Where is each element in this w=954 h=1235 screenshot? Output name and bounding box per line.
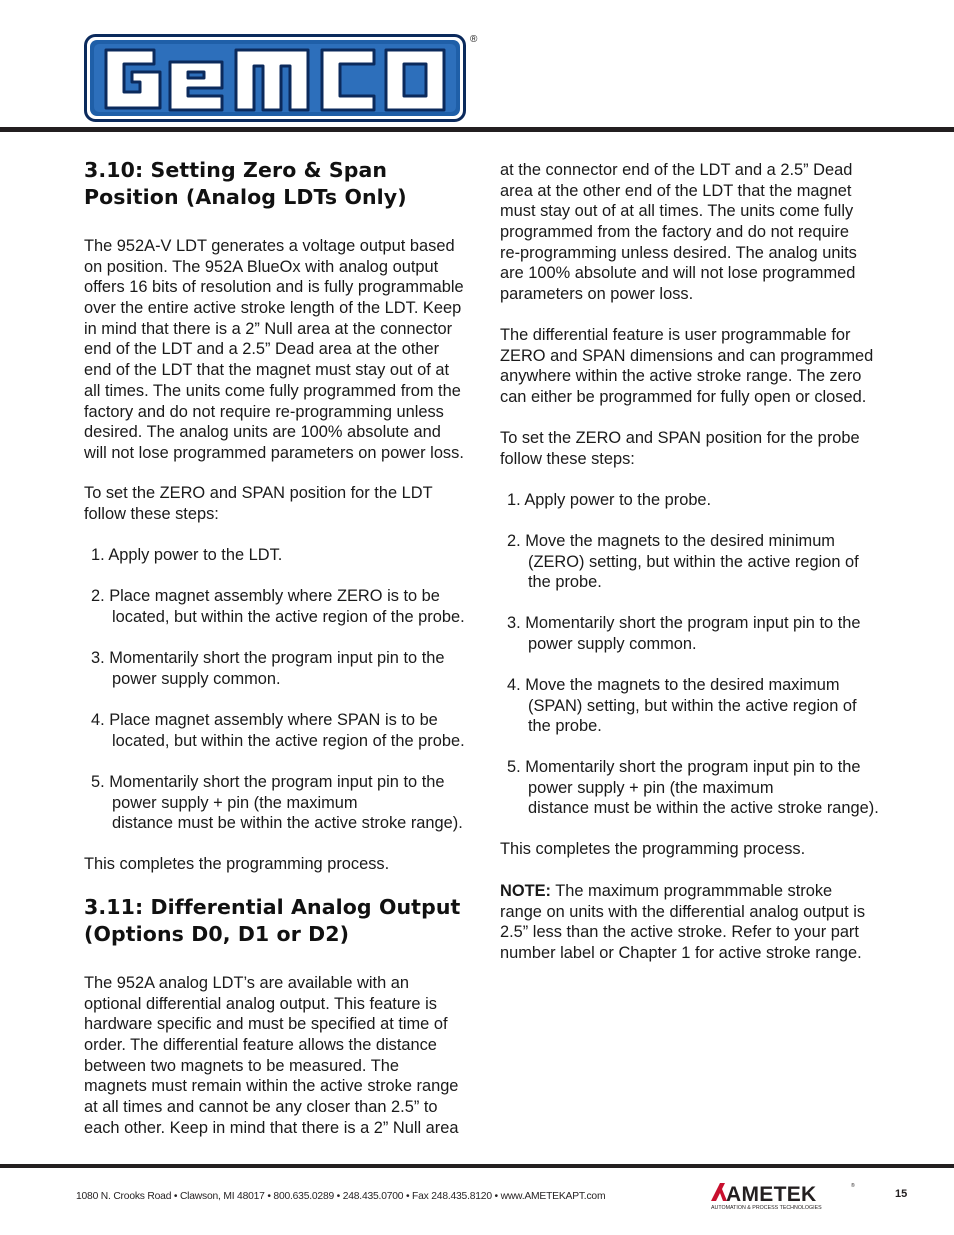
footer-rule [0, 1164, 954, 1168]
text-line: (SPAN) setting, but within the active region of [528, 696, 857, 715]
text-line: distance must be within the active stroke range). [528, 799, 879, 818]
step-item [91, 772, 463, 834]
heading-line: (Options D0, D1 or D2) [84, 922, 350, 946]
section-3-10-para2 [84, 483, 433, 524]
step-item [507, 757, 879, 819]
text-line: end of the LDT and a 2.5” Dead area at the other [84, 340, 440, 359]
text-line: 5. Momentarily short the program input pin to the [91, 773, 445, 791]
text-line: To set the ZERO and SPAN position for the LDT [84, 484, 433, 502]
note-block [500, 881, 865, 964]
section-3-10-para1 [84, 236, 464, 464]
ametek-registered-mark: ® [851, 1183, 855, 1189]
text-line: between two magnets to be measured. The [84, 1056, 399, 1075]
note-text: The maximum programmmable stroke [551, 882, 833, 900]
section-3-11-heading [84, 894, 460, 948]
text-line: follow these steps: [84, 504, 219, 523]
text-line: on position. The 952A BlueOx with analog output [84, 257, 439, 276]
section-3-11-para3 [500, 428, 860, 469]
text-line: end of the LDT that the magnet must stay out of at [84, 361, 450, 380]
text-line: range on units with the differential analog output is [500, 902, 866, 921]
section-3-10-completion: This completes the programming process. [84, 855, 390, 873]
text-line: 1. Apply power to the LDT. [91, 546, 283, 564]
heading-line: Position (Analog LDTs Only) [84, 185, 407, 209]
ametek-wordmark: AMETEK [726, 1183, 817, 1206]
text-line: in mind that there is a 2” Null area at the connector [84, 319, 453, 338]
text-line: each other. Keep in mind that there is a 2” Null area [84, 1118, 459, 1137]
text-line: will not lose programmed parameters on power loss. [84, 443, 464, 462]
text-line: optional differential analog output. This feature is [84, 994, 437, 1013]
page-number: 15 [895, 1188, 908, 1200]
ametek-tagline: AUTOMATION & PROCESS TECHNOLOGIES [711, 1205, 822, 1211]
text-line: The differential feature is user programmable for [500, 326, 851, 344]
ametek-a-mark [711, 1183, 727, 1201]
text-line: 4. Move the magnets to the desired maximum [507, 676, 840, 694]
text-line: follow these steps: [500, 449, 635, 468]
step-item [91, 648, 445, 689]
step-item [91, 710, 465, 751]
footer-address: 1080 N. Crooks Road • Clawson, MI 48017 • 800.635.0289 • 248.435.0700 • Fax 248.435.8120 • www.AMETEKAPT.com [76, 1191, 606, 1202]
step-item [507, 613, 861, 654]
step-item [507, 490, 711, 511]
text-line: hardware specific and must be specified at time of [84, 1015, 448, 1034]
text-line: 2. Move the magnets to the desired minimum [507, 532, 835, 550]
text-line: located, but within the active region of the probe. [112, 607, 465, 626]
section-3-11-completion: This completes the programming process. [500, 840, 806, 858]
text-line: 2.5” less than the active stroke. Refer to your part [500, 923, 859, 942]
text-line: are 100% absolute and will not lose programmed [500, 264, 856, 283]
text-line: power supply common. [112, 669, 281, 688]
text-line: at the connector end of the LDT and a 2.5” Dead [500, 161, 853, 179]
text-line: area at the other end of the LDT that the magnet [500, 181, 852, 200]
text-line: offers 16 bits of resolution and is fully programmable [84, 278, 464, 297]
header-rule [0, 127, 954, 132]
section-3-11-para1-continued [500, 160, 857, 305]
section-3-11-para2 [500, 325, 873, 408]
text-line: the probe. [528, 717, 602, 736]
text-line: The 952A analog LDT’s are available with an [84, 974, 409, 992]
step-item [91, 545, 282, 566]
text-line: The 952A-V LDT generates a voltage output based [84, 237, 455, 255]
heading-line: 3.11: Differential Analog Output [84, 895, 461, 919]
text-line: 2. Place magnet assembly where ZERO is to be [91, 587, 440, 605]
registered-mark: ® [470, 34, 478, 45]
text-line: all times. The units come fully programmed from the [84, 381, 461, 400]
text-line: 3. Momentarily short the program input pin to the [507, 614, 861, 632]
text-line: number label or Chapter 1 for active stroke range. [500, 944, 862, 963]
text-line: desired. The analog units are 100% absolute and [84, 423, 441, 442]
section-3-11-para1 [84, 973, 458, 1139]
text-line: To set the ZERO and SPAN position for the probe [500, 429, 860, 447]
note-label: NOTE: [500, 882, 551, 900]
text-line: programmed from the factory and do not require [500, 223, 849, 242]
heading-line: 3.10: Setting Zero & Span [84, 158, 388, 182]
text-line: anywhere within the active stroke range. The zero [500, 367, 862, 386]
text-line: 4. Place magnet assembly where SPAN is to be [91, 711, 438, 729]
ametek-logo [710, 1180, 856, 1212]
text-line: distance must be within the active stroke range). [112, 814, 463, 833]
text-line: over the entire active stroke length of the LDT. Keep [84, 299, 462, 318]
text-line: 1. Apply power to the probe. [507, 491, 712, 509]
step-item [507, 531, 859, 593]
text-line: magnets must remain within the active stroke range [84, 1077, 459, 1096]
text-line: the probe. [528, 573, 602, 592]
text-line: factory and do not require re-programming unless [84, 402, 444, 421]
text-line: at all times and cannot be any closer than 2.5” to [84, 1098, 438, 1117]
text-line: 3. Momentarily short the program input pin to the [91, 649, 445, 667]
section-3-10-heading [84, 157, 407, 211]
step-item [91, 586, 465, 627]
text-line: must stay out of at all times. The units come fully [500, 202, 854, 221]
text-line: 5. Momentarily short the program input pin to the [507, 758, 861, 776]
step-item [507, 675, 857, 737]
text-line: order. The differential feature allows the distance [84, 1036, 437, 1055]
text-line: power supply + pin (the maximum [528, 778, 774, 797]
text-line: re-programming unless desired. The analog units [500, 243, 857, 262]
gemco-logo [84, 34, 466, 122]
text-line: ZERO and SPAN dimensions and can programmed [500, 346, 874, 365]
text-line: can either be programmed for fully open or closed. [500, 388, 867, 407]
text-line: parameters on power loss. [500, 285, 694, 304]
text-line: located, but within the active region of the probe. [112, 731, 465, 750]
text-line: power supply common. [528, 634, 697, 653]
text-line: (ZERO) setting, but within the active region of [528, 552, 859, 571]
text-line: power supply + pin (the maximum [112, 793, 358, 812]
